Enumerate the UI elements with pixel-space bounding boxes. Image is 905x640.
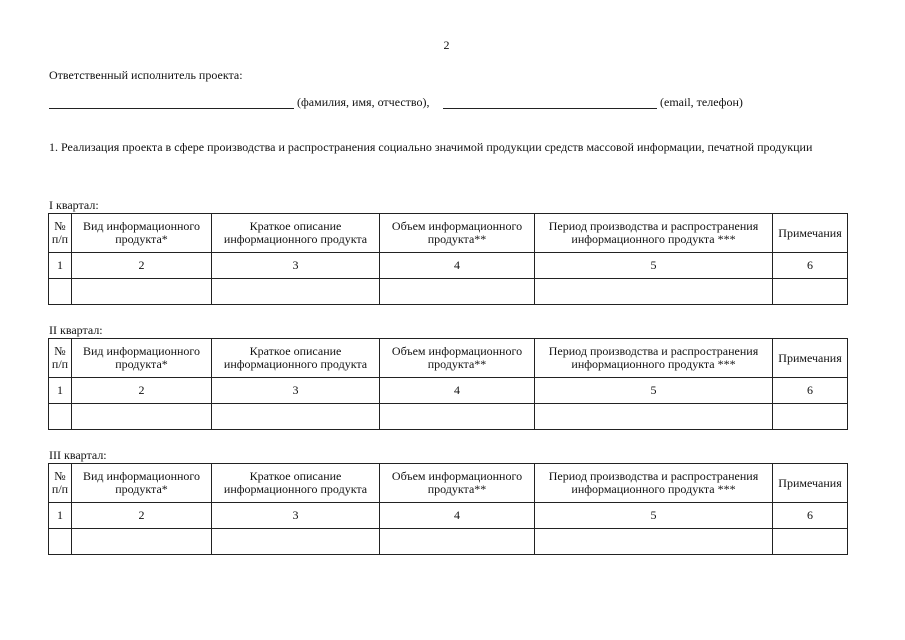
column-number-row <box>49 503 848 529</box>
contact-hint: (email, телефон) <box>660 95 743 109</box>
column-number: 4 <box>380 378 535 404</box>
entry-cell[interactable] <box>49 529 72 555</box>
entry-cell[interactable] <box>380 279 535 305</box>
column-number: 2 <box>72 253 212 279</box>
name-hint: (фамилия, имя, отчество), <box>297 95 430 109</box>
entry-cell[interactable] <box>212 529 380 555</box>
column-header: Период производства и распространения информационного продукта *** <box>535 464 773 503</box>
empty-entry-row <box>49 529 848 555</box>
column-number: 6 <box>773 253 848 279</box>
column-number-row <box>49 378 848 404</box>
header-row <box>49 214 848 253</box>
entry-cell[interactable] <box>49 404 72 430</box>
column-number: 6 <box>773 503 848 529</box>
quarter-table <box>48 463 848 555</box>
entry-cell[interactable] <box>773 279 848 305</box>
column-header: Краткое описание информационного продукта <box>212 339 380 378</box>
column-header: Примечания <box>773 339 848 378</box>
entry-cell[interactable] <box>380 404 535 430</box>
entry-cell[interactable] <box>535 404 773 430</box>
column-header: № п/п <box>49 464 72 503</box>
column-number: 5 <box>535 378 773 404</box>
section-heading: 1. Реализация проекта в сфере производства и распространения социально значимой продукции средств массовой информации, печатной продукции <box>49 140 813 154</box>
column-header: № п/п <box>49 214 72 253</box>
column-header: Период производства и распространения информационного продукта *** <box>535 214 773 253</box>
column-header: Объем информационного продукта** <box>380 214 535 253</box>
entry-cell[interactable] <box>72 279 212 305</box>
column-number: 4 <box>380 503 535 529</box>
column-number: 1 <box>49 503 72 529</box>
header-row <box>49 464 848 503</box>
column-number: 2 <box>72 503 212 529</box>
column-header: Объем информационного продукта** <box>380 464 535 503</box>
column-header: Объем информационного продукта** <box>380 339 535 378</box>
column-header: Примечания <box>773 214 848 253</box>
column-number: 4 <box>380 253 535 279</box>
entry-cell[interactable] <box>212 279 380 305</box>
entry-cell[interactable] <box>535 529 773 555</box>
entry-cell[interactable] <box>212 404 380 430</box>
column-number: 1 <box>49 253 72 279</box>
entry-cell[interactable] <box>380 529 535 555</box>
name-fill-line <box>49 108 294 109</box>
quarter-label: I квартал: <box>49 198 99 212</box>
header-row <box>49 339 848 378</box>
column-number-row <box>49 253 848 279</box>
column-header: Краткое описание информационного продукта <box>212 464 380 503</box>
column-number: 3 <box>212 378 380 404</box>
empty-entry-row <box>49 404 848 430</box>
entry-cell[interactable] <box>72 529 212 555</box>
column-number: 5 <box>535 253 773 279</box>
column-number: 1 <box>49 378 72 404</box>
column-header: Вид информационного продукта* <box>72 339 212 378</box>
column-number: 5 <box>535 503 773 529</box>
entry-cell[interactable] <box>773 529 848 555</box>
column-number: 2 <box>72 378 212 404</box>
column-header: Краткое описание информационного продукта <box>212 214 380 253</box>
column-number: 3 <box>212 253 380 279</box>
empty-entry-row <box>49 279 848 305</box>
entry-cell[interactable] <box>49 279 72 305</box>
contact-fill-line <box>443 108 657 109</box>
responsible-label: Ответственный исполнитель проекта: <box>49 68 243 82</box>
column-number: 3 <box>212 503 380 529</box>
page-number: 2 <box>443 38 450 52</box>
column-header: Вид информационного продукта* <box>72 214 212 253</box>
column-header: Примечания <box>773 464 848 503</box>
quarter-table <box>48 338 848 430</box>
column-number: 6 <box>773 378 848 404</box>
quarter-table <box>48 213 848 305</box>
quarter-label: III квартал: <box>49 448 107 462</box>
entry-cell[interactable] <box>72 404 212 430</box>
column-header: № п/п <box>49 339 72 378</box>
entry-cell[interactable] <box>773 404 848 430</box>
column-header: Период производства и распространения информационного продукта *** <box>535 339 773 378</box>
quarter-label: II квартал: <box>49 323 103 337</box>
entry-cell[interactable] <box>535 279 773 305</box>
column-header: Вид информационного продукта* <box>72 464 212 503</box>
